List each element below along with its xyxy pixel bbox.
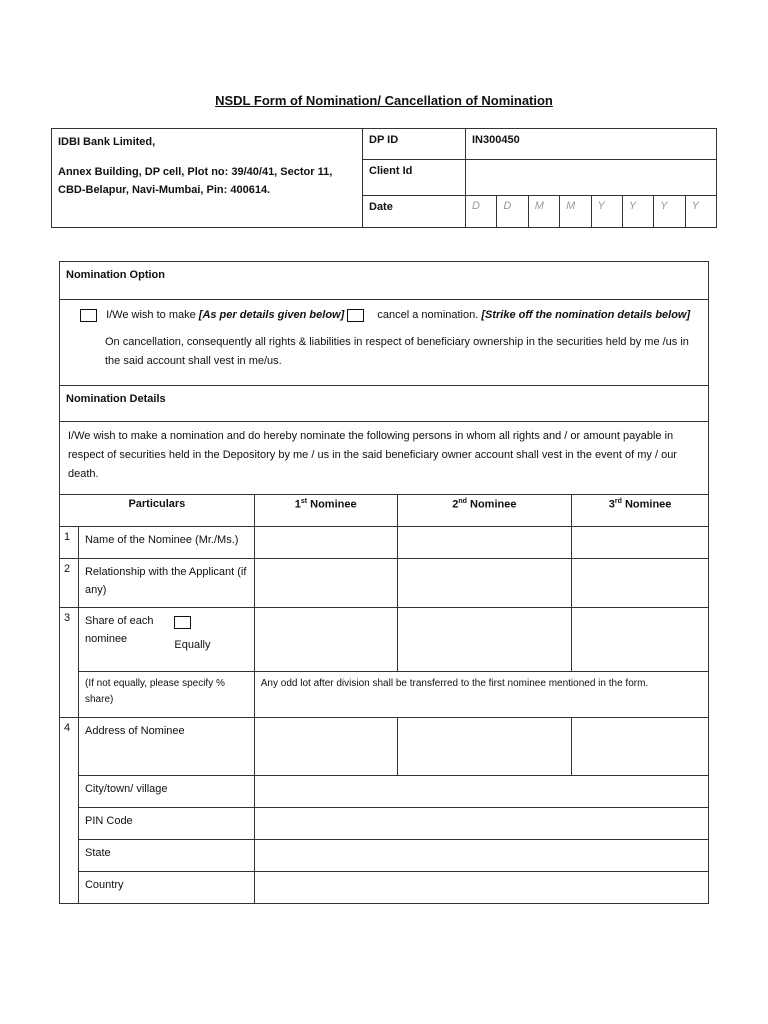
nominee3-address-field[interactable] xyxy=(572,718,709,776)
nominee3-share-field[interactable] xyxy=(572,608,709,672)
bank-name: IDBI Bank Limited, xyxy=(58,136,156,148)
option2-bracket: [Strike off the nomination details below] xyxy=(481,309,691,321)
date-box[interactable]: D xyxy=(472,200,480,212)
date-box[interactable]: Y xyxy=(591,196,622,227)
bank-info-table xyxy=(51,128,717,228)
option2-text: cancel a nomination. xyxy=(377,309,482,321)
row-label-name: Name of the Nominee (Mr./Ms.) xyxy=(78,527,254,559)
row-number: 4 xyxy=(60,718,79,904)
cancellation-note: On cancellation, consequently all rights & liabilities in respect of beneficiary ownership in the securities held by me /us in the said account shall vest in me/us. xyxy=(105,336,689,367)
bank-address-line1: Annex Building, DP cell, Plot no: 39/40/41, Sector 11, xyxy=(58,166,333,178)
date-label: Date xyxy=(363,196,466,228)
row-label-address: Address of Nominee xyxy=(78,718,254,776)
share-equally-cell xyxy=(168,608,254,672)
bank-address-cell xyxy=(52,129,363,228)
row-label-city: City/town/ village xyxy=(78,776,254,808)
dp-id-label: DP ID xyxy=(363,129,466,160)
table-row xyxy=(60,776,709,808)
form-title: NSDL Form of Nomination/ Cancellation of Nomination xyxy=(215,93,553,108)
row-label-country: Country xyxy=(78,872,254,904)
nominee2-share-field[interactable] xyxy=(397,608,572,672)
col-2nd-nominee: 2nd Nominee xyxy=(397,495,572,527)
nomination-intro: I/We wish to make a nomination and do hereby nominate the following persons in whom all rights and / or amount payable in respect of securities held in the Depository by me / us in the said beneficiary owner account shall vest in the event of my / our death. xyxy=(60,422,709,495)
date-box[interactable]: Y xyxy=(622,196,653,227)
client-id-label: Client Id xyxy=(363,160,466,196)
nominee1-address-field[interactable] xyxy=(254,718,397,776)
share-note: (If not equally, please specify % share) xyxy=(78,672,254,718)
table-row xyxy=(60,527,709,559)
pin-field[interactable] xyxy=(254,808,708,840)
table-row xyxy=(60,808,709,840)
row-number: 1 xyxy=(60,527,79,559)
date-box[interactable]: M xyxy=(528,196,559,227)
state-field[interactable] xyxy=(254,840,708,872)
table-row xyxy=(60,608,709,672)
nominee1-relationship-field[interactable] xyxy=(254,559,397,608)
option1-text: I/We wish to make xyxy=(106,309,199,321)
city-field[interactable] xyxy=(254,776,708,808)
cancel-nomination-checkbox[interactable] xyxy=(347,309,364,322)
nominee1-name-field[interactable] xyxy=(254,527,397,559)
nomination-option-heading: Nomination Option xyxy=(60,262,709,300)
nominee2-name-field[interactable] xyxy=(397,527,572,559)
date-box[interactable]: M xyxy=(559,196,590,227)
nomination-table xyxy=(59,261,709,904)
country-field[interactable] xyxy=(254,872,708,904)
make-nomination-checkbox[interactable] xyxy=(80,309,97,322)
row-number: 3 xyxy=(60,608,79,718)
date-box[interactable]: D xyxy=(496,196,527,227)
table-row xyxy=(60,672,709,718)
date-box[interactable]: Y xyxy=(653,196,684,227)
col-1st-nominee: 1st Nominee xyxy=(254,495,397,527)
nominee2-address-field[interactable] xyxy=(397,718,572,776)
client-id-field[interactable] xyxy=(466,160,717,196)
nominee2-relationship-field[interactable] xyxy=(397,559,572,608)
share-equally-checkbox[interactable] xyxy=(174,616,191,629)
nominee3-name-field[interactable] xyxy=(572,527,709,559)
col-particulars: Particulars xyxy=(60,495,255,527)
share-equally-label: Equally xyxy=(174,639,211,651)
date-box[interactable]: Y xyxy=(685,196,716,227)
row-label-pin: PIN Code xyxy=(78,808,254,840)
date-boxes xyxy=(466,196,716,227)
date-field[interactable] xyxy=(466,196,717,228)
row-label-relationship: Relationship with the Applicant (if any) xyxy=(78,559,254,608)
nomination-option-cell xyxy=(60,300,709,386)
table-row xyxy=(60,559,709,608)
dp-id-value: IN300450 xyxy=(466,129,717,160)
option1-bracket: [As per details given below] xyxy=(198,309,345,321)
bank-address-line2: CBD-Belapur, Navi-Mumbai, Pin: 400614. xyxy=(58,184,271,196)
col-3rd-nominee: 3rd Nominee xyxy=(572,495,709,527)
nominee3-relationship-field[interactable] xyxy=(572,559,709,608)
table-row xyxy=(60,872,709,904)
row-number: 2 xyxy=(60,559,79,608)
nominee1-share-field[interactable] xyxy=(254,608,397,672)
row-label-share: Share of each nominee xyxy=(78,608,168,672)
nomination-details-heading: Nomination Details xyxy=(60,386,709,422)
table-row xyxy=(60,840,709,872)
odd-lot-note: Any odd lot after division shall be transferred to the first nominee mentioned in the form. xyxy=(254,672,708,718)
table-row xyxy=(60,718,709,776)
row-label-state: State xyxy=(78,840,254,872)
